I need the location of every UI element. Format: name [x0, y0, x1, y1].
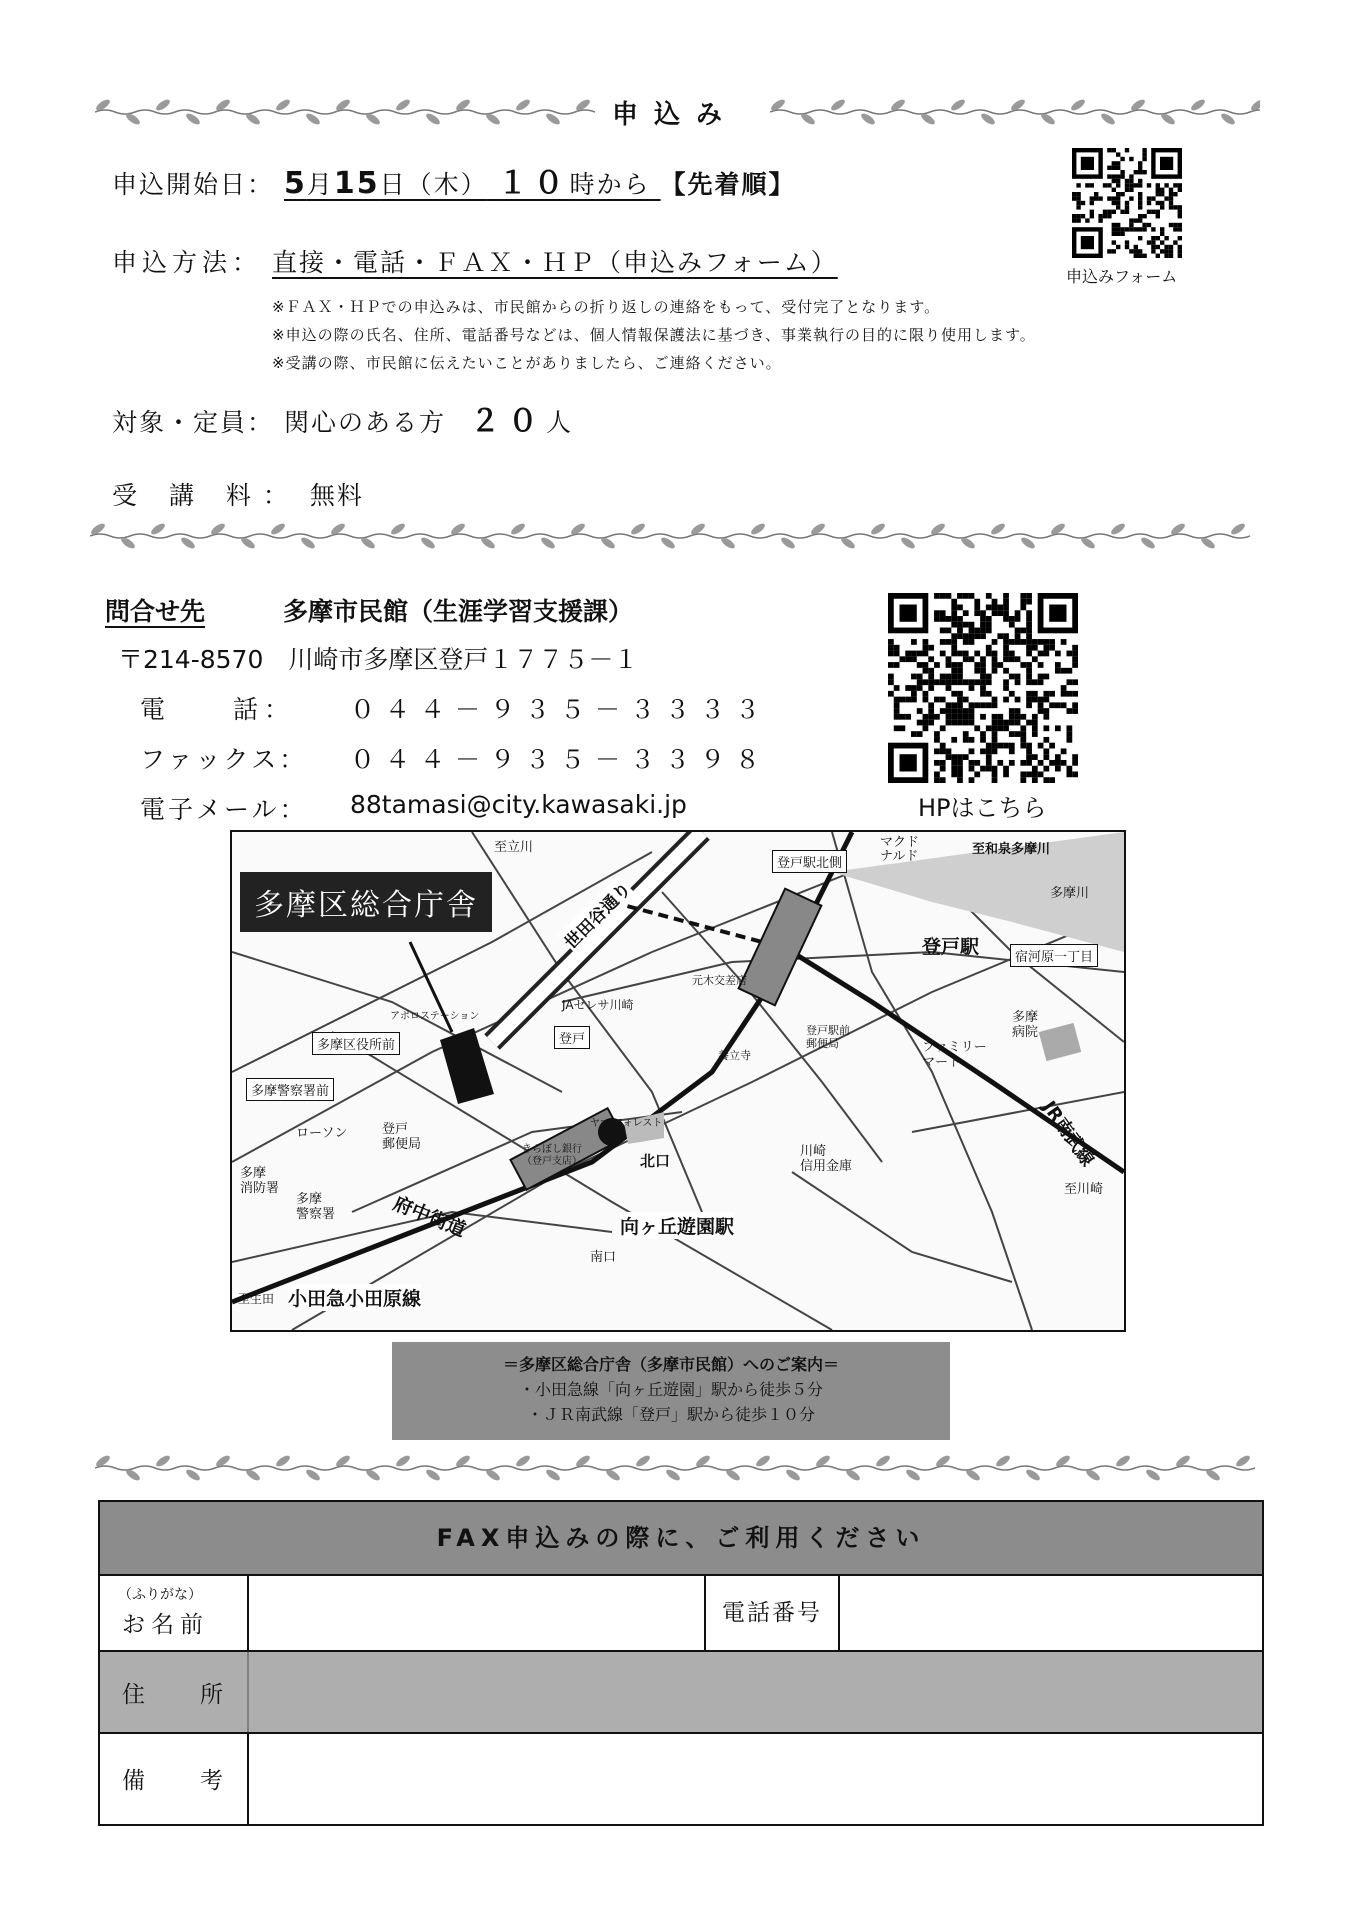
contact-org: 多摩市民館（生涯学習支援課）	[283, 597, 634, 626]
fax-form-header: FAX申込みの際に、ご利用ください	[100, 1502, 1262, 1574]
start-hour-unit: 時から	[569, 170, 651, 199]
contact-address: 〒214-8570 川崎市多摩区登戸１７７５－１	[118, 645, 639, 674]
address-input[interactable]	[250, 1652, 1260, 1732]
name-input[interactable]	[250, 1576, 704, 1650]
remarks-label: 備 考	[122, 1768, 239, 1794]
label-tama-hospital: 多摩 病院	[1012, 1010, 1039, 1040]
label-police-station: 多摩 警察署	[296, 1192, 336, 1222]
label-nambu-line: JR南武線	[1038, 1097, 1099, 1171]
label-fire-station: 多摩 消防署	[240, 1166, 280, 1196]
label-kiraboshi: きらぼし銀行 （登戸支店）	[522, 1144, 582, 1167]
capacity-unit: 人	[545, 408, 573, 437]
contact-heading: 問合せ先	[105, 597, 206, 626]
access-line-nambu: ・ＪＲ南武線「登戸」駅から徒歩１０分	[526, 1405, 815, 1424]
label-to-kawasaki: 至川崎	[1064, 1182, 1104, 1197]
label-forest: ヤマ フォレスト	[590, 1118, 663, 1129]
label-tama-ward-office: 多摩区役所前	[312, 1032, 400, 1055]
phone-label: 電 話：	[140, 695, 296, 724]
fax-label: ファックス：	[140, 745, 308, 774]
label-police-front: 多摩警察署前	[246, 1078, 334, 1101]
note-3: ※受講の際、市民館に伝えたいことがありましたら、ご連絡ください。	[272, 354, 782, 372]
label-post-near: 登戸駅前 郵便局	[806, 1024, 850, 1050]
homepage-qr-code[interactable]	[888, 593, 1078, 783]
start-date-label: 申込開始日：	[112, 170, 275, 199]
vine-divider-bottom	[95, 1454, 1255, 1482]
label-kawasaki-shinkin: 川崎 信用金庫	[800, 1144, 853, 1174]
noborito-station-marker	[739, 889, 822, 1006]
label-post-office: 登戸 郵便局	[382, 1122, 422, 1152]
fee-value: 無料	[309, 481, 364, 510]
start-hour: １０	[497, 166, 570, 201]
access-map	[230, 830, 1126, 1332]
label-mcdonalds: マクド ナルド	[880, 835, 920, 864]
start-date-row	[112, 158, 796, 202]
label-to-izumi-tamagawa: 至和泉多摩川	[972, 842, 1051, 857]
vine-divider-top-left	[95, 98, 595, 126]
method-label: 申込方法：	[112, 248, 263, 277]
application-qr-caption: 申込みフォーム	[1066, 267, 1178, 286]
name-label: お名前	[122, 1612, 209, 1638]
method-value: 直接・電話・ＦＡＸ・ＨＰ（申込みフォーム）	[271, 248, 838, 277]
fax-application-form	[98, 1500, 1264, 1826]
application-qr-code[interactable]	[1072, 148, 1182, 258]
label-motoki: 元木交差店	[692, 974, 747, 987]
access-line-odakyu: ・小田急線「向ヶ丘遊園」駅から徒歩５分	[518, 1380, 823, 1399]
capacity-number: ２０	[469, 404, 546, 439]
label-south-exit: 南口	[590, 1250, 617, 1265]
application-title: 申込み	[612, 100, 739, 130]
start-day: 15	[333, 166, 380, 201]
label-family-mart: ファミリー マート	[922, 1040, 987, 1070]
address-label: 住 所	[122, 1682, 239, 1708]
access-guide-box	[392, 1342, 950, 1440]
label-fuchu-kaido: 府中街道	[390, 1192, 469, 1242]
label-lawson: ローソン	[296, 1126, 348, 1141]
building-marker	[440, 1028, 494, 1104]
email-label: 電子メール：	[140, 795, 308, 824]
building-label: 多摩区総合庁舎	[240, 872, 492, 932]
vine-divider-top-right	[770, 98, 1260, 126]
start-month-unit: 月	[306, 170, 334, 199]
email-address[interactable]: 88tamasi@city.kawasaki.jp	[350, 790, 687, 819]
label-noborito-north: 登戸駅北側	[772, 850, 847, 873]
note-2: ※申込の際の氏名、住所、電話番号などは、個人情報保護法に基づき、事業執行の目的に限り使用します。	[272, 326, 1036, 344]
fee-label: 受 講 料：	[112, 481, 300, 510]
phone-number-label: 電話番号	[722, 1600, 822, 1626]
label-noborito: 登戸	[554, 1026, 590, 1049]
access-title: ＝多摩区総合庁舎（多摩市民館）へのご案内＝	[502, 1355, 839, 1374]
fee-row	[112, 476, 364, 512]
label-ja: JAセレサ川崎	[562, 998, 634, 1012]
first-come-note: 【先着順】	[660, 170, 796, 199]
target-label: 対象・定員：	[112, 408, 275, 437]
label-shukugawara: 宿河原一丁目	[1010, 944, 1098, 967]
fax-number: ０４４－９３５－３３９８	[350, 745, 771, 774]
furigana-label: （ふりがな）	[118, 1587, 202, 1603]
target-row	[112, 396, 573, 440]
start-month: 5	[283, 166, 307, 201]
label-tamagawa: 多摩川	[1050, 886, 1090, 901]
start-day-unit: 日（木）	[379, 170, 488, 199]
label-mukogaoka-station: 向ヶ丘遊園駅	[620, 1212, 734, 1239]
label-apollo: アポロステーション	[390, 1011, 480, 1022]
phone-number[interactable]: ０４４－９３５－３３３３	[350, 695, 771, 724]
label-to-ikuta: 至生田	[238, 1292, 275, 1306]
label-setagaya-dori: 世田谷通り	[558, 876, 636, 954]
remarks-input[interactable]	[250, 1734, 1260, 1824]
label-odakyu-line: 小田急小田原線	[288, 1284, 421, 1311]
label-yoritsu: 養立寺	[718, 1049, 751, 1062]
target-value: 関心のある方	[283, 408, 446, 437]
label-to-tachikawa: 至立川	[494, 840, 534, 855]
phone-number-input[interactable]	[840, 1576, 1260, 1650]
note-1: ※ＦＡＸ・ＨＰでの申込みは、市民館からの折り返しの連絡をもって、受付完了となります。	[272, 298, 941, 316]
label-noborito-station: 登戸駅	[922, 936, 980, 958]
method-row	[112, 243, 838, 279]
vine-divider-middle	[90, 522, 1250, 550]
homepage-qr-caption: HPはこちら	[918, 794, 1047, 822]
label-north-exit: 北口	[640, 1152, 671, 1170]
